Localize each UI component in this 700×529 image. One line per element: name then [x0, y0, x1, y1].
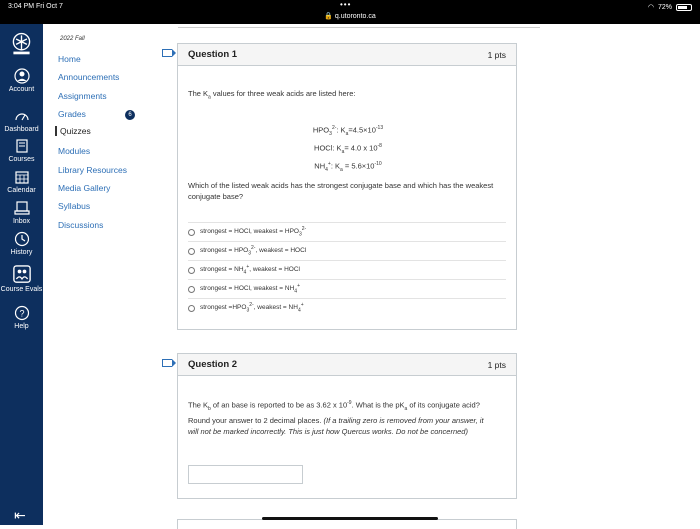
home-indicator: [262, 517, 438, 520]
answer-input[interactable]: [188, 465, 303, 484]
answer-option-2[interactable]: [188, 241, 506, 260]
global-nav-label: Dashboard: [4, 126, 39, 133]
answer-label: strongest = $NH_4^+$, weakest = HOCl: [200, 264, 301, 276]
answer-option-1[interactable]: [188, 222, 506, 241]
course-nav: [43, 24, 158, 525]
answer-option-4[interactable]: [188, 279, 506, 298]
question-2-points: 1 pts: [487, 359, 506, 370]
answer-option-3[interactable]: [188, 260, 506, 279]
global-nav-label: Courses: [8, 156, 35, 163]
answer-label: strongest = HOCl, weakest = $HPO_3^{2-}$: [200, 226, 307, 238]
formula-hocl: HOCl: $K_a= 4.0$ x $10^{-8}$: [314, 143, 382, 155]
radio-button[interactable]: [188, 248, 195, 255]
question-1-header: [178, 44, 516, 66]
global-nav-label: Course Evals: [0, 286, 43, 293]
university-logo-icon[interactable]: [8, 30, 35, 57]
global-nav: [0, 24, 43, 525]
answer-option-5[interactable]: [188, 298, 506, 317]
question-1: [177, 43, 517, 330]
global-nav-label: Inbox: [12, 218, 31, 225]
status-time: 3:04 PM Fri Oct 7: [8, 3, 63, 10]
account-icon: [14, 68, 30, 84]
more-dots-icon[interactable]: •••: [340, 0, 352, 9]
url-bar[interactable]: 🔒 q.utoronto.ca: [324, 13, 376, 20]
answer-label: strongest = $HPO_3^{2-}$, weakest = HOCl: [200, 245, 307, 257]
formula-nh4: $NH_4^+$: $K_a = 5.6\times 10^{-10}$: [314, 161, 382, 173]
wifi-icon: ◠: [647, 4, 654, 11]
question-2: [177, 353, 517, 499]
question-1-title: Question 1: [188, 49, 238, 60]
course-nav-library-resources[interactable]: Library Resources: [58, 165, 127, 175]
global-nav-courses[interactable]: [0, 138, 43, 163]
battery-percent: 72%: [657, 3, 672, 11]
global-nav-label: Help: [14, 323, 29, 330]
url-text: q.utoronto.ca: [334, 13, 376, 20]
answer-label: strongest $=HPO_3^{2-}$, weakest = $NH_4^+$: [200, 302, 304, 314]
global-nav-inbox[interactable]: [0, 200, 43, 225]
calendar-icon: [14, 169, 30, 185]
inbox-icon: [14, 200, 30, 216]
status-right: [648, 3, 692, 11]
course-nav-modules[interactable]: Modules: [58, 146, 91, 156]
courses-icon: [14, 138, 30, 154]
radio-button[interactable]: [188, 267, 195, 274]
global-nav-label: Account: [8, 86, 35, 93]
svg-text:?: ?: [18, 308, 25, 319]
question-3-edge: [177, 519, 517, 529]
answer-label: strongest = HOCl, weakest = $NH_4^+$: [200, 283, 300, 295]
radio-button[interactable]: [188, 229, 195, 236]
formula-hpo3: $HPO_3^{2-}$: $K_a=4.5\times 10^{-13}$: [312, 125, 384, 137]
content-divider: [178, 27, 540, 28]
course-nav-announcements[interactable]: Announcements: [58, 72, 120, 82]
grades-count-badge: 6: [125, 110, 135, 120]
battery-icon: [676, 4, 692, 11]
question-2-text: The $K_b$ of an base is reported to be as 3.62 x $10^{-9}$. What is the $pK_a$ of its conjugate acid? Round your answer to 2 decimal places. (If a trailing zero is removed from your answer, it will not be marked incorrectly. This is just how Quercus works. Do not be concerned): [188, 400, 484, 436]
history-icon: [14, 231, 30, 247]
flag-question-2-icon[interactable]: [162, 359, 172, 367]
course-nav-assignments[interactable]: Assignments: [58, 91, 107, 101]
global-nav-label: History: [10, 249, 33, 256]
course-nav-media-gallery[interactable]: Media Gallery: [58, 183, 111, 193]
global-nav-history[interactable]: [0, 231, 43, 256]
global-nav-label: Calendar: [7, 187, 36, 194]
global-nav-calendar[interactable]: [0, 169, 43, 194]
status-bar: [0, 0, 700, 24]
question-1-intro: The $K_a$ values for three weak acids are listed here:: [188, 89, 356, 101]
help-icon: [14, 305, 30, 321]
course-nav-syllabus[interactable]: Syllabus: [58, 201, 91, 211]
question-1-prompt: Which of the listed weak acids has the strongest conjugate base and which has the weakest conjugate base?: [188, 181, 494, 201]
collapse-nav-icon[interactable]: ⇤: [14, 507, 26, 523]
question-2-header: [178, 354, 516, 376]
radio-button[interactable]: [188, 305, 195, 312]
course-term: 2022 Fall: [60, 36, 85, 42]
global-nav-course-evals[interactable]: [0, 264, 43, 293]
global-nav-help[interactable]: [0, 305, 43, 330]
question-1-points: 1 pts: [487, 49, 506, 60]
question-2-note: (If a trailing zero is removed from your answer, it will not be marked incorrectly. This is just how Quercus works. Do not be concerned): [188, 416, 484, 436]
global-nav-account[interactable]: [0, 68, 43, 93]
course-evals-icon: [12, 264, 32, 284]
flag-question-1-icon[interactable]: [162, 49, 172, 57]
radio-button[interactable]: [188, 286, 195, 293]
course-nav-grades[interactable]: Grades: [58, 109, 86, 119]
global-nav-dashboard[interactable]: [0, 108, 43, 133]
course-nav-discussions[interactable]: Discussions: [58, 220, 104, 230]
question-2-title: Question 2: [188, 359, 238, 370]
course-nav-quizzes[interactable]: Quizzes: [55, 126, 91, 136]
dashboard-icon: [14, 108, 30, 124]
course-nav-home[interactable]: Home: [58, 54, 81, 64]
